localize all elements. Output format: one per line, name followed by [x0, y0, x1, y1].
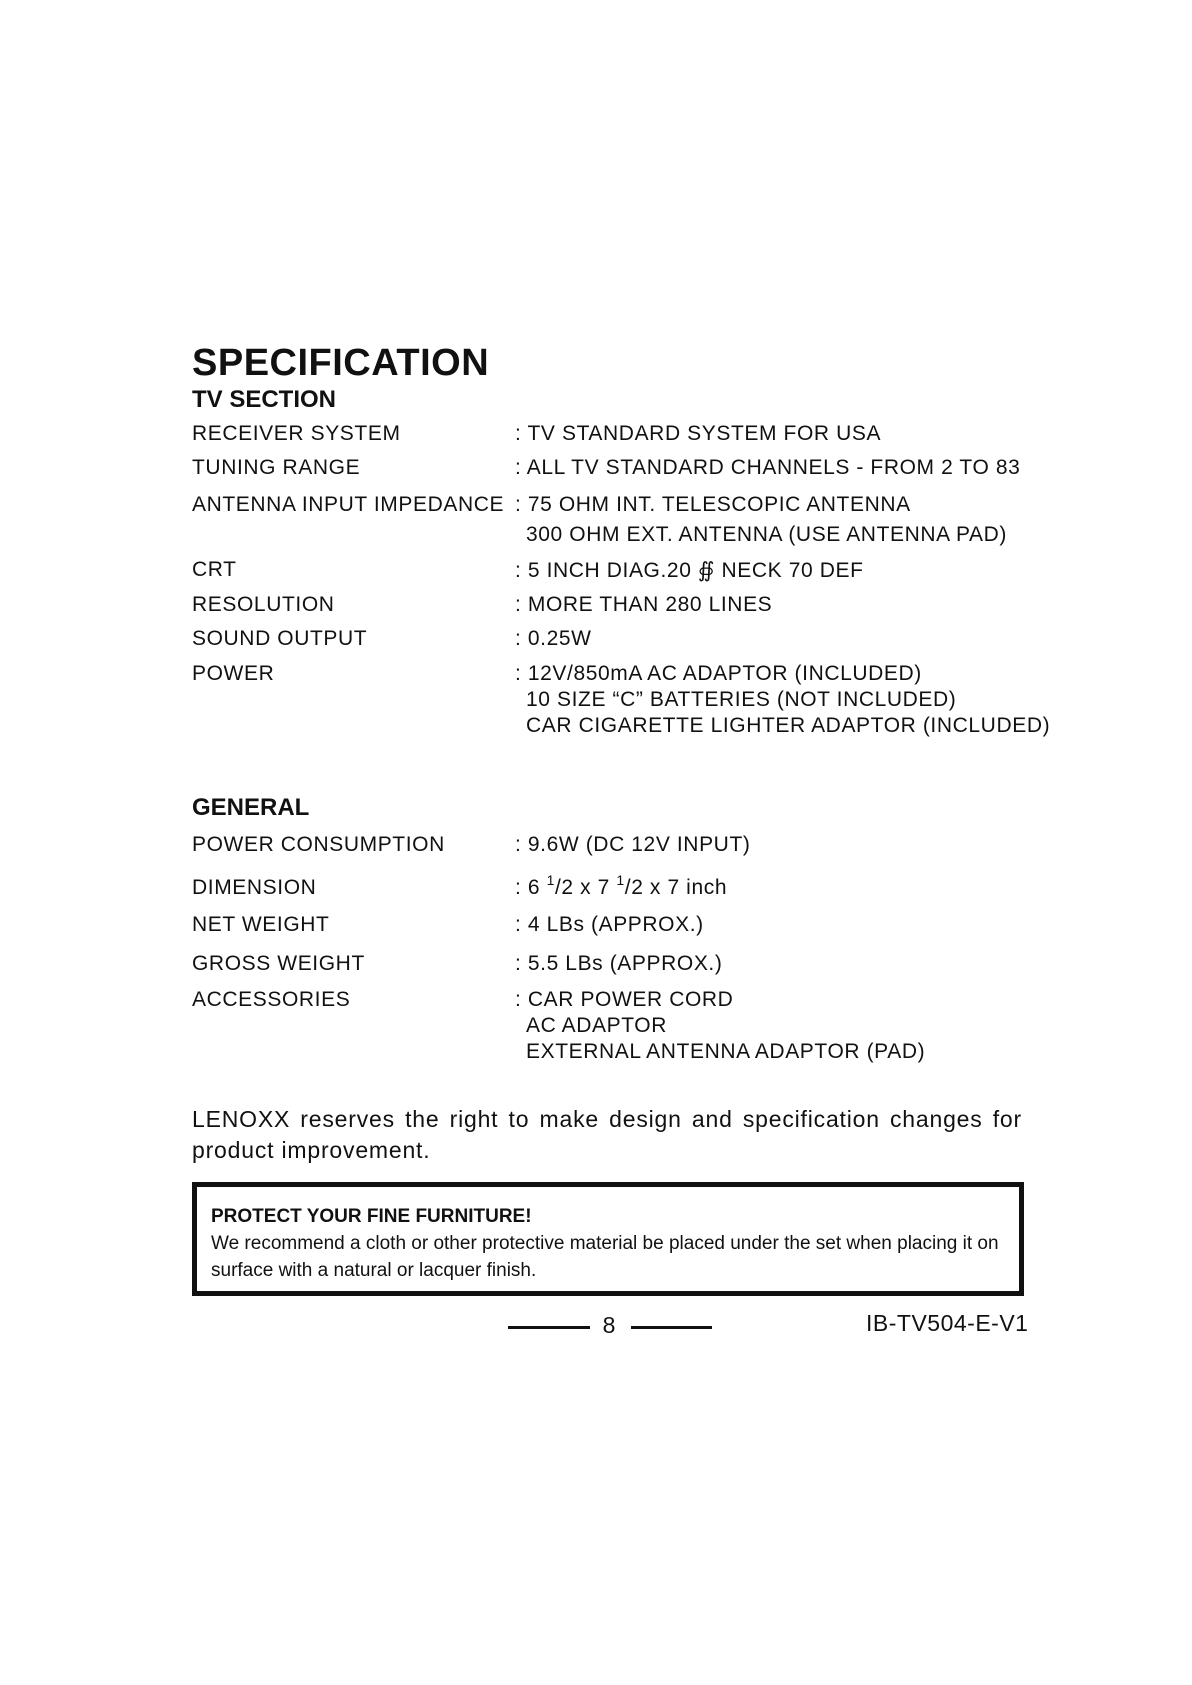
spec-value-line: : 5 INCH DIAG.20 ∯ NECK 70 DEF [515, 559, 864, 582]
spec-label: POWER [192, 662, 275, 685]
spec-value-line: : MORE THAN 280 LINES [515, 593, 773, 616]
spec-label: GROSS WEIGHT [192, 952, 365, 975]
warning-title: PROTECT YOUR FINE FURNITURE! [211, 1206, 532, 1227]
spec-value [515, 627, 592, 653]
spec-value-line: : 75 OHM INT. TELESCOPIC ANTENNA [515, 493, 911, 516]
spec-value [515, 456, 1020, 482]
spec-value-line: 300 OHM EXT. ANTENNA (USE ANTENNA PAD) [526, 523, 1008, 546]
spec-value [515, 872, 728, 902]
footer-rule-left [508, 1326, 590, 1329]
spec-label: POWER CONSUMPTION [192, 833, 445, 856]
spec-label: TUNING RANGE [192, 456, 361, 479]
warning-body: We recommend a cloth or other protective material be placed under the set when placing it on surface with a natural or lacquer finish. [211, 1233, 999, 1281]
spec-value-line: : CAR POWER CORD [515, 988, 734, 1011]
spec-value [515, 422, 881, 448]
spec-value-line: CAR CIGARETTE LIGHTER ADAPTOR (INCLUDED) [526, 714, 1051, 737]
dimension-middle: /2 x 7 [554, 876, 617, 899]
spec-value-line: AC ADAPTOR [526, 1014, 667, 1037]
tv-section-heading: TV SECTION [192, 386, 337, 413]
spec-value-line [515, 872, 728, 902]
spec-value [515, 493, 1007, 549]
spec-label: RESOLUTION [192, 593, 335, 616]
spec-label: CRT [192, 558, 237, 581]
spec-value [515, 593, 772, 619]
document-code: IB-TV504-E-V1 [866, 1310, 1029, 1336]
spec-label: RECEIVER SYSTEM [192, 422, 401, 445]
spec-value-line: 10 SIZE “C” BATTERIES (NOT INCLUDED) [526, 688, 957, 711]
spec-value [515, 913, 704, 939]
spec-value [515, 952, 722, 978]
spec-value-line: : 9.6W (DC 12V INPUT) [515, 833, 751, 856]
dimension-prefix: : 6 [515, 876, 547, 899]
footer-rule-right [631, 1326, 712, 1329]
page-title: SPECIFICATION [192, 342, 490, 384]
spec-value-line: : 12V/850mA AC ADAPTOR (INCLUDED) [515, 662, 922, 685]
spec-value-line: : 4 LBs (APPROX.) [515, 913, 704, 936]
dimension-suffix: /2 x 7 inch [624, 876, 728, 899]
spec-label: NET WEIGHT [192, 913, 330, 936]
spec-value-line: : 5.5 LBs (APPROX.) [515, 952, 723, 975]
design-change-notice: LENOXX reserves the right to make design and specification changes for product improvement. [192, 1106, 1022, 1163]
spec-value-line: EXTERNAL ANTENNA ADAPTOR (PAD) [526, 1040, 926, 1063]
furniture-warning-box [192, 1182, 1024, 1296]
spec-label: ANTENNA INPUT IMPEDANCE [192, 493, 505, 516]
spec-label: ACCESSORIES [192, 988, 351, 1011]
spec-label: SOUND OUTPUT [192, 627, 368, 650]
spec-value [515, 558, 864, 584]
spec-value [515, 833, 750, 859]
spec-value-line: : ALL TV STANDARD CHANNELS - FROM 2 TO 83 [515, 456, 1021, 479]
spec-label: DIMENSION [192, 876, 317, 899]
spec-value-line: : TV STANDARD SYSTEM FOR USA [515, 422, 882, 445]
spec-value [515, 662, 1050, 740]
dimension-superscript: 1 [616, 872, 625, 888]
dimension-superscript: 1 [546, 872, 555, 888]
spec-value-line: : 0.25W [515, 627, 592, 650]
general-heading: GENERAL [192, 794, 310, 821]
spec-value [515, 988, 925, 1066]
page-number: 8 [602, 1312, 616, 1338]
